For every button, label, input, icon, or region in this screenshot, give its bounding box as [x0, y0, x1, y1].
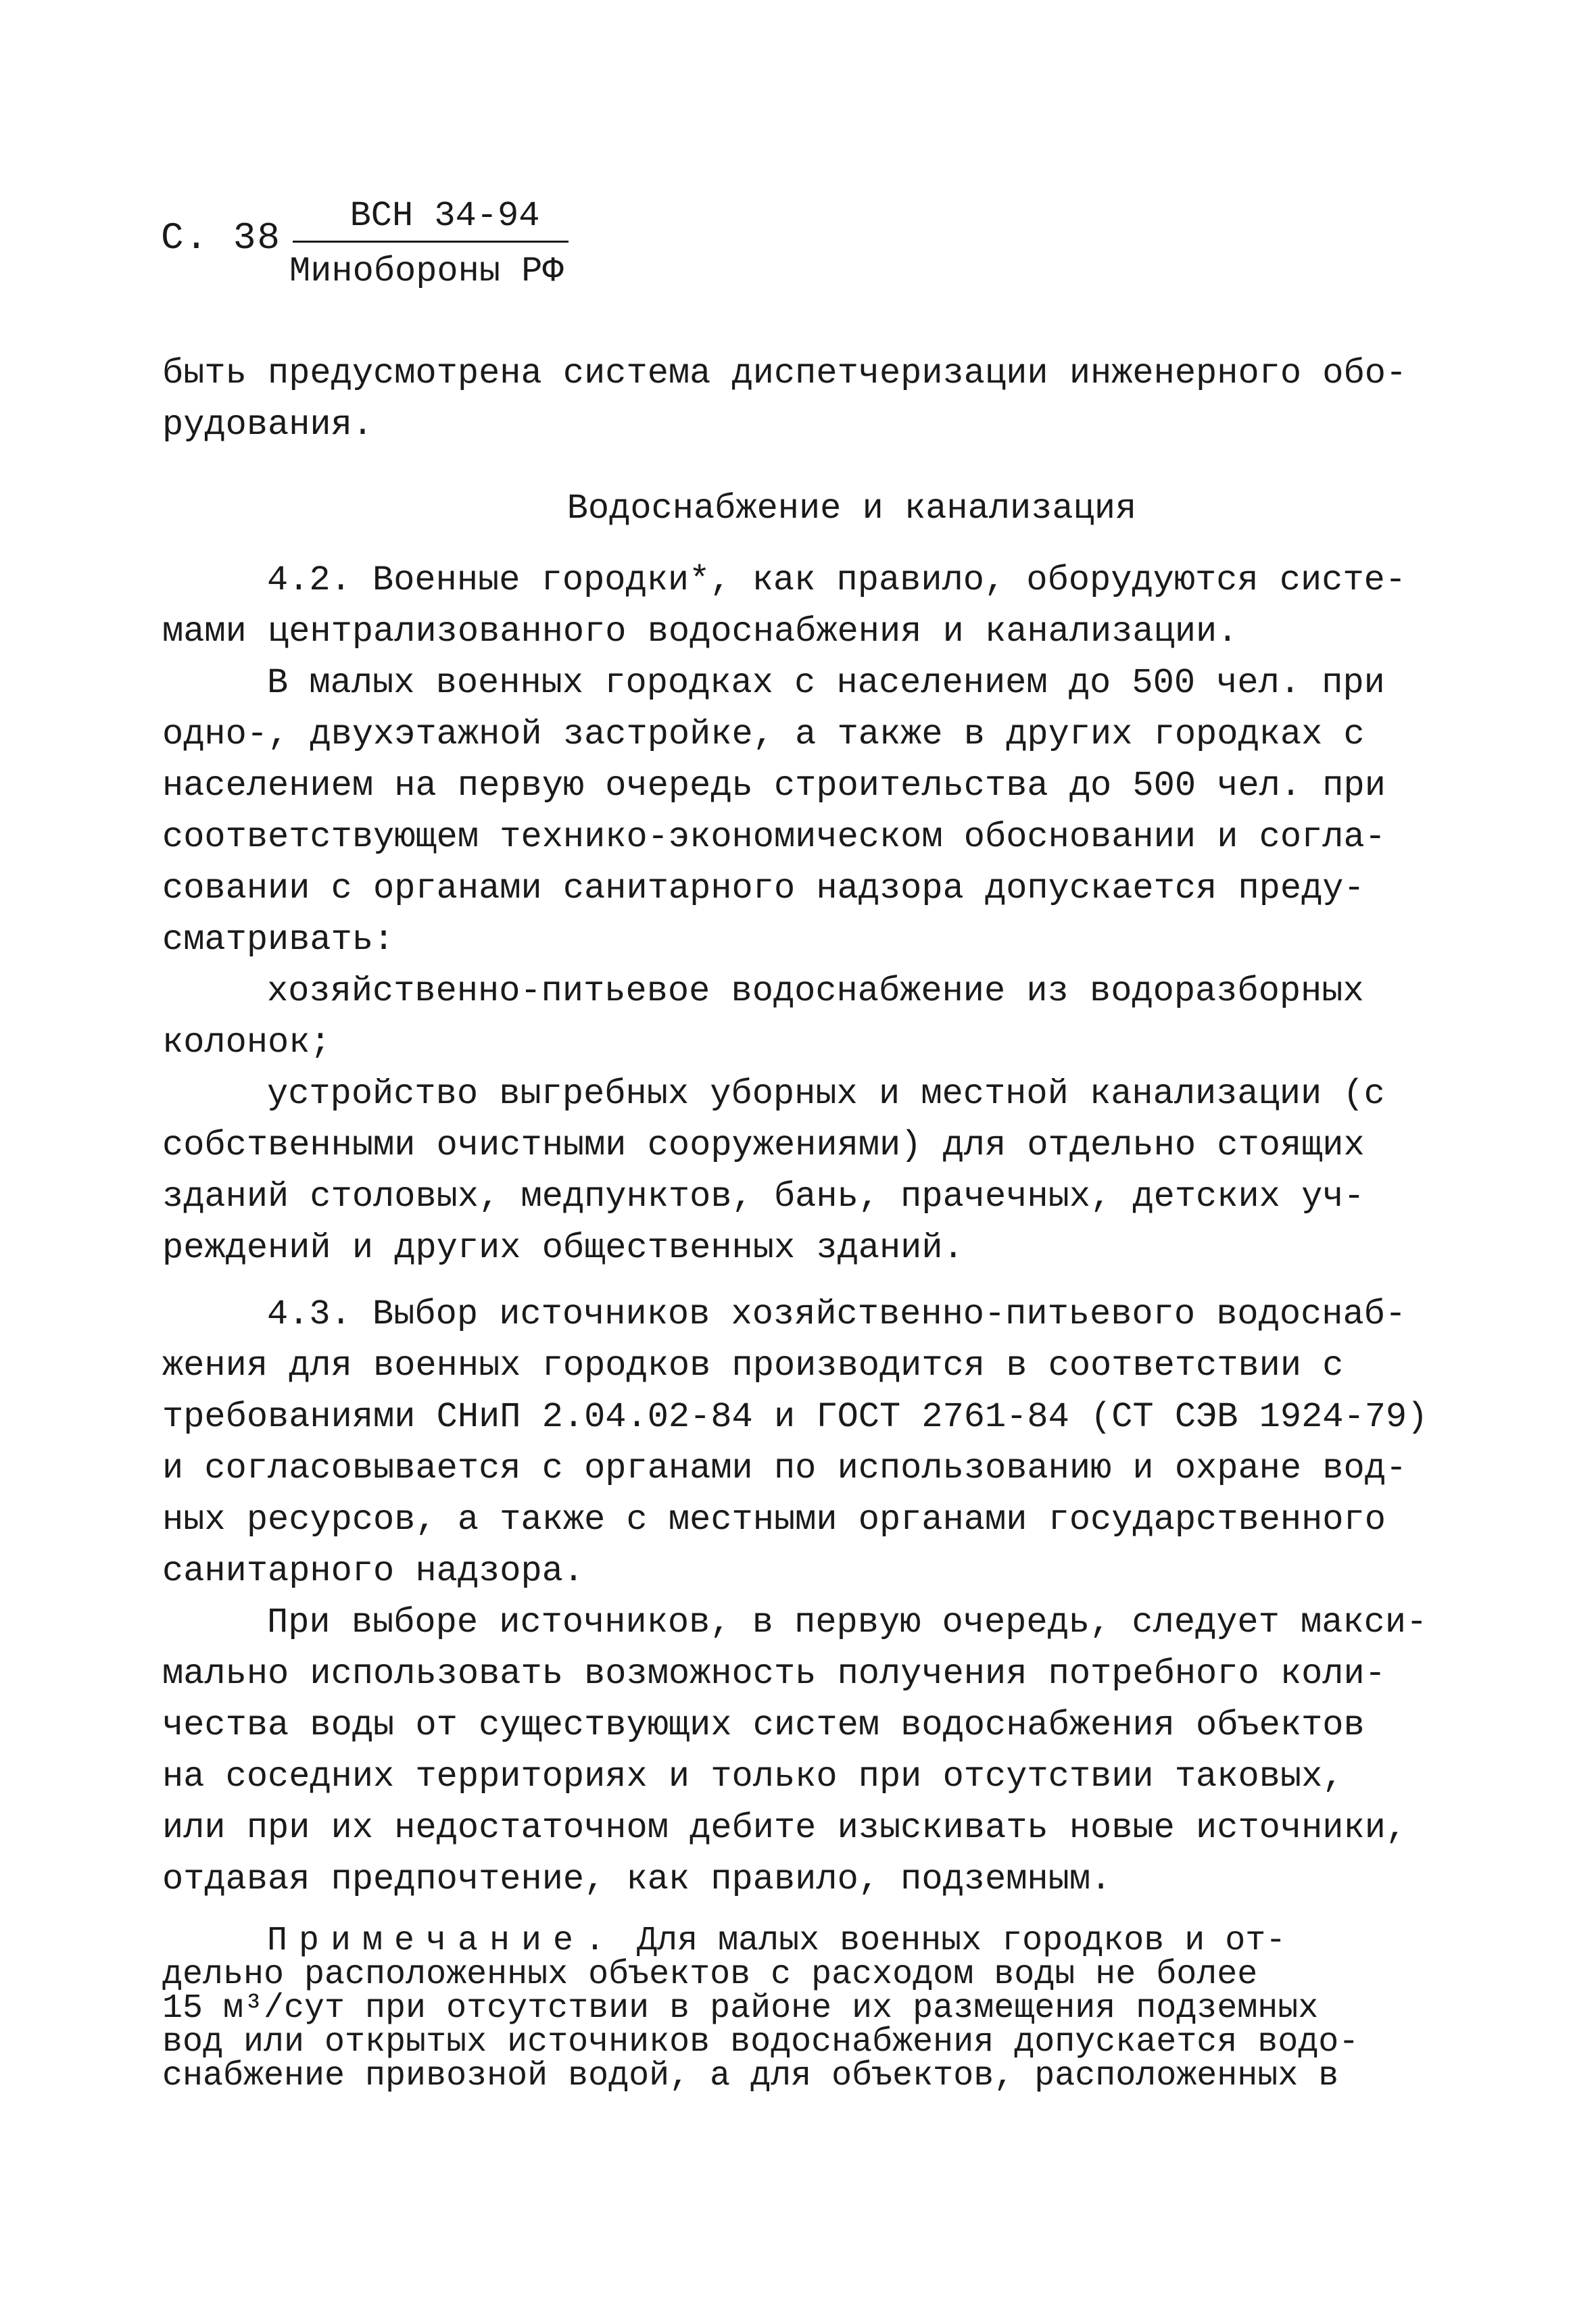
paragraph-line: мально использовать возможность получения потребного коли- — [162, 1654, 1386, 1694]
document-organization: Минобороны РФ — [289, 251, 564, 291]
clause-4-3-line: жения для военных городков производится в соответствии с — [162, 1346, 1344, 1386]
note-line — [162, 1924, 1447, 1958]
clause-4-3-line: 4.3. Выбор источников хозяйственно-питьевого водоснаб- — [267, 1294, 1407, 1334]
note-label: Примечание. — [267, 1922, 617, 1960]
paragraph-line: сматривать: — [162, 920, 395, 960]
header-rule — [293, 241, 569, 243]
paragraph-line: на соседних территориях и только при отсутствии таковых, — [162, 1757, 1344, 1797]
section-heading: Водоснабжение и канализация — [566, 489, 1137, 529]
list-item-line: реждений и других общественных зданий. — [162, 1228, 964, 1268]
paragraph-line: отдавая предпочтение, как правило, подземным. — [162, 1859, 1112, 1899]
paragraph-line: В малых военных городках с населением до 500 чел. при — [267, 663, 1385, 703]
paragraph-line: соответствующем технико-экономическом обосновании и согла- — [162, 817, 1386, 857]
page-number: С. 38 — [161, 216, 282, 260]
note-line: дельно расположенных объектов с расходом воды не более — [162, 1955, 1258, 1994]
paragraph-line: совании с органами санитарного надзора допускается преду- — [162, 869, 1365, 908]
list-item-line: хозяйственно-питьевое водоснабжение из водоразборных — [267, 971, 1364, 1011]
document-code: ВСН 34-94 — [349, 196, 540, 236]
paragraph-line: или при их недостаточном дебите изыскивать новые источники, — [162, 1808, 1407, 1848]
note-line: вод или открытых источников водоснабжения допускается водо- — [162, 2023, 1359, 2062]
clause-4-3-line: требованиями СНиП 2.04.02-84 и ГОСТ 2761-84 (СТ СЭВ 1924-79) — [162, 1397, 1428, 1437]
paragraph-line: одно-, двухэтажной застройке, а также в других городках с — [162, 714, 1365, 754]
clause-4-3-line: ных ресурсов, а также с местными органами государственного — [162, 1500, 1386, 1540]
clause-4-3-line: и согласовывается с органами по использованию и охране вод- — [162, 1448, 1407, 1488]
body-line: рудования. — [162, 405, 374, 445]
clause-4-2-line: мами централизованного водоснабжения и канализации. — [162, 612, 1238, 652]
note-text: Для малых военных городков и от- — [637, 1922, 1286, 1960]
note-line: снабжение привозной водой, а для объектов, расположенных в — [162, 2057, 1339, 2095]
clause-4-3-line: санитарного надзора. — [162, 1551, 585, 1591]
document-body — [162, 348, 1447, 2093]
page-header — [161, 196, 634, 304]
list-item-line: устройство выгребных уборных и местной канализации (с — [267, 1074, 1385, 1114]
list-item-line: собственными очистными сооружениями) для отдельно стоящих — [162, 1125, 1365, 1165]
list-item-line: колонок; — [162, 1023, 331, 1063]
clause-4-2-line: 4.2. Военные городки*, как правило, оборудуются систе- — [267, 560, 1407, 600]
body-line: быть предусмотрена система диспетчеризации инженерного обо- — [162, 354, 1407, 393]
list-item-line: зданий столовых, медпунктов, бань, прачечных, детских уч- — [162, 1177, 1365, 1217]
paragraph-line: При выборе источников, в первую очередь, следует макси- — [267, 1603, 1428, 1642]
paragraph-line: населением на первую очередь строительства до 500 чел. при — [162, 766, 1386, 806]
paragraph-line: чества воды от существующих систем водоснабжения объектов — [162, 1705, 1365, 1745]
note-line: 15 м³/сут при отсутствии в районе их размещения подземных — [162, 1989, 1319, 2028]
